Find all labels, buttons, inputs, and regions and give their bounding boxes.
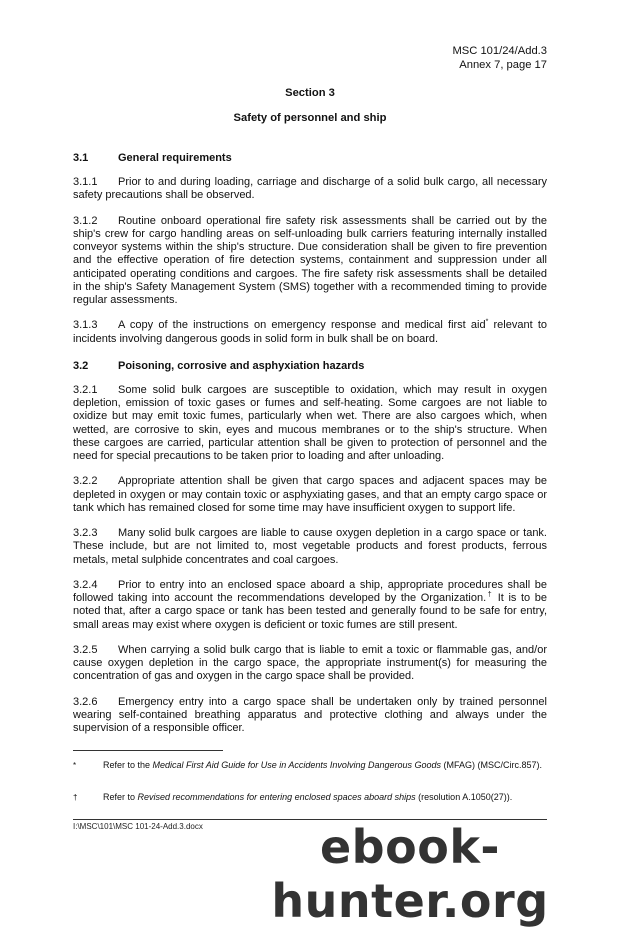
section-number-title: Section 3	[285, 87, 335, 99]
document-reference: MSC 101/24/Add.3	[452, 45, 547, 57]
paragraph-3-2-4	[73, 579, 547, 632]
paragraph-number: 3.2.1	[73, 383, 98, 396]
footnote-text-post: (resolution A.1050(27)).	[415, 792, 513, 802]
page-header	[452, 44, 547, 72]
paragraph-text: Many solid bulk cargoes are liable to cause oxygen depletion in a cargo space or tank. These include, but are not limited to, most vegetable products and forest products, ferrous metals, metal sulphide concentrates and coal cargoes.	[73, 527, 547, 566]
paragraph-number: 3.1.1	[73, 176, 98, 188]
heading-text: General requirements	[118, 152, 232, 164]
paragraph-number: 3.2.4	[73, 578, 98, 591]
heading-3-1	[73, 152, 547, 165]
footnote-text	[103, 792, 547, 803]
paragraph-3-2-6	[73, 696, 547, 736]
paragraph-number: 3.1.2	[73, 214, 98, 227]
file-path: I:\MSC\101\MSC 101-24-Add.3.docx	[73, 822, 203, 831]
paragraph-number: 3.1.3	[73, 319, 98, 332]
paragraph-text-cont: It is to be noted that, after a cargo space or tank has been tested and generally found to be safe for entry, small areas may exist where oxygen is deficient or toxic fumes are still present.	[73, 592, 547, 631]
paragraph-3-2-2	[73, 475, 547, 515]
paragraph-3-2-3	[73, 527, 547, 567]
heading-number: 3.2	[73, 359, 89, 372]
footnote-text-pre: Refer to the	[103, 760, 153, 770]
paragraph-text-cont: relevant to incidents involving dangerous goods in solid form in bulk shall be on board.	[73, 319, 547, 345]
footnote-separator	[73, 750, 223, 751]
paragraph-3-1-3	[73, 319, 547, 346]
paragraph-text: Prior to and during loading, carriage and discharge of a solid bulk cargo, all necessary safety precautions shall be observed.	[73, 176, 547, 202]
paragraph-3-1-1	[73, 176, 547, 203]
paragraph-text: Routine onboard operational fire safety risk assessments shall be carried out by the ship's crew for cargo handling areas on self-unloading bulk carriers featuring internally installed conveyor systems within the ship's structure. Due consideration shall be given to fire prevention and the effective operation of fire detection systems, containment and suppression under all anticipated operating conditions and cargoes. The fire safety risk assessments shall be detailed in the ship's Safety Management System (SMS) together with a recommended timing to provide regular assessments.	[73, 214, 547, 306]
heading-3-2	[73, 360, 547, 373]
footnote-mark: †	[73, 793, 78, 802]
footnote-reference-star[interactable]: *	[485, 318, 489, 326]
footnote-text-post: (MFAG) (MSC/Circ.857).	[441, 760, 543, 770]
paragraph-3-2-5	[73, 644, 547, 684]
footnote-2	[73, 792, 547, 803]
watermark-logo: ebook-hunter.org	[271, 820, 549, 928]
heading-number: 3.1	[73, 152, 89, 164]
paragraph-text: Some solid bulk cargoes are susceptible to oxidation, which may result in oxygen depletion, emission of toxic gases or fumes and self-heating. Some cargoes are not liable to oxidize but may emit toxic fumes, particularly when wet. There are also cargoes which, when wetted, are corrosive to skin, eyes and mucous membranes or to the ship's structure. When these cargoes are carried, particular attention shall be given to protection of personnel and the need for special precautions to be taken prior to loading and after unloading.	[73, 383, 547, 462]
footnote-1	[73, 760, 547, 771]
footnote-title: Medical First Aid Guide for Use in Accidents Involving Dangerous Goods	[152, 760, 441, 770]
footnote-reference-dagger[interactable]: †	[486, 591, 494, 599]
annex-page-number: Annex 7, page 17	[459, 59, 547, 71]
footnote-text	[103, 760, 547, 771]
section-subtitle: Safety of personnel and ship	[233, 112, 387, 124]
document-body	[73, 152, 547, 747]
paragraph-text: Emergency entry into a cargo space shall be undertaken only by trained personnel wearing self-contained breathing apparatus and protective clothing and always under the supervision of a responsible officer.	[73, 695, 547, 734]
paragraph-text: Appropriate attention shall be given that cargo spaces and adjacent spaces may be depleted in oxygen or may contain toxic or asphyxiating gases, and that an empty cargo space or tank which has remained closed for some time may have insufficient oxygen to support life.	[73, 475, 547, 514]
paragraph-number: 3.2.6	[73, 695, 98, 708]
paragraph-3-1-2	[73, 215, 547, 308]
paragraph-text: When carrying a solid bulk cargo that is liable to emit a toxic or flammable gas, and/or cause oxygen depletion in the cargo space, the appropriate instrument(s) for measuring the concentration of gas and oxygen in the cargo space shall be provided.	[73, 643, 547, 683]
paragraph-3-2-1	[73, 384, 547, 464]
heading-text: Poisoning, corrosive and asphyxiation hazards	[118, 359, 365, 372]
footnote-title: Revised recommendations for entering enclosed spaces aboard ships	[137, 792, 416, 802]
paragraph-text: Prior to entry into an enclosed space aboard a ship, appropriate procedures shall be followed taking into account the recommendations developed by the Organization.	[73, 578, 547, 604]
paragraph-number: 3.2.3	[73, 527, 98, 539]
paragraph-number: 3.2.2	[73, 475, 98, 488]
footnote-mark: *	[73, 761, 77, 770]
footnote-text-pre: Refer to	[103, 792, 138, 802]
paragraph-text: A copy of the instructions on emergency response and medical first aid	[118, 319, 486, 332]
paragraph-number: 3.2.5	[73, 643, 98, 656]
